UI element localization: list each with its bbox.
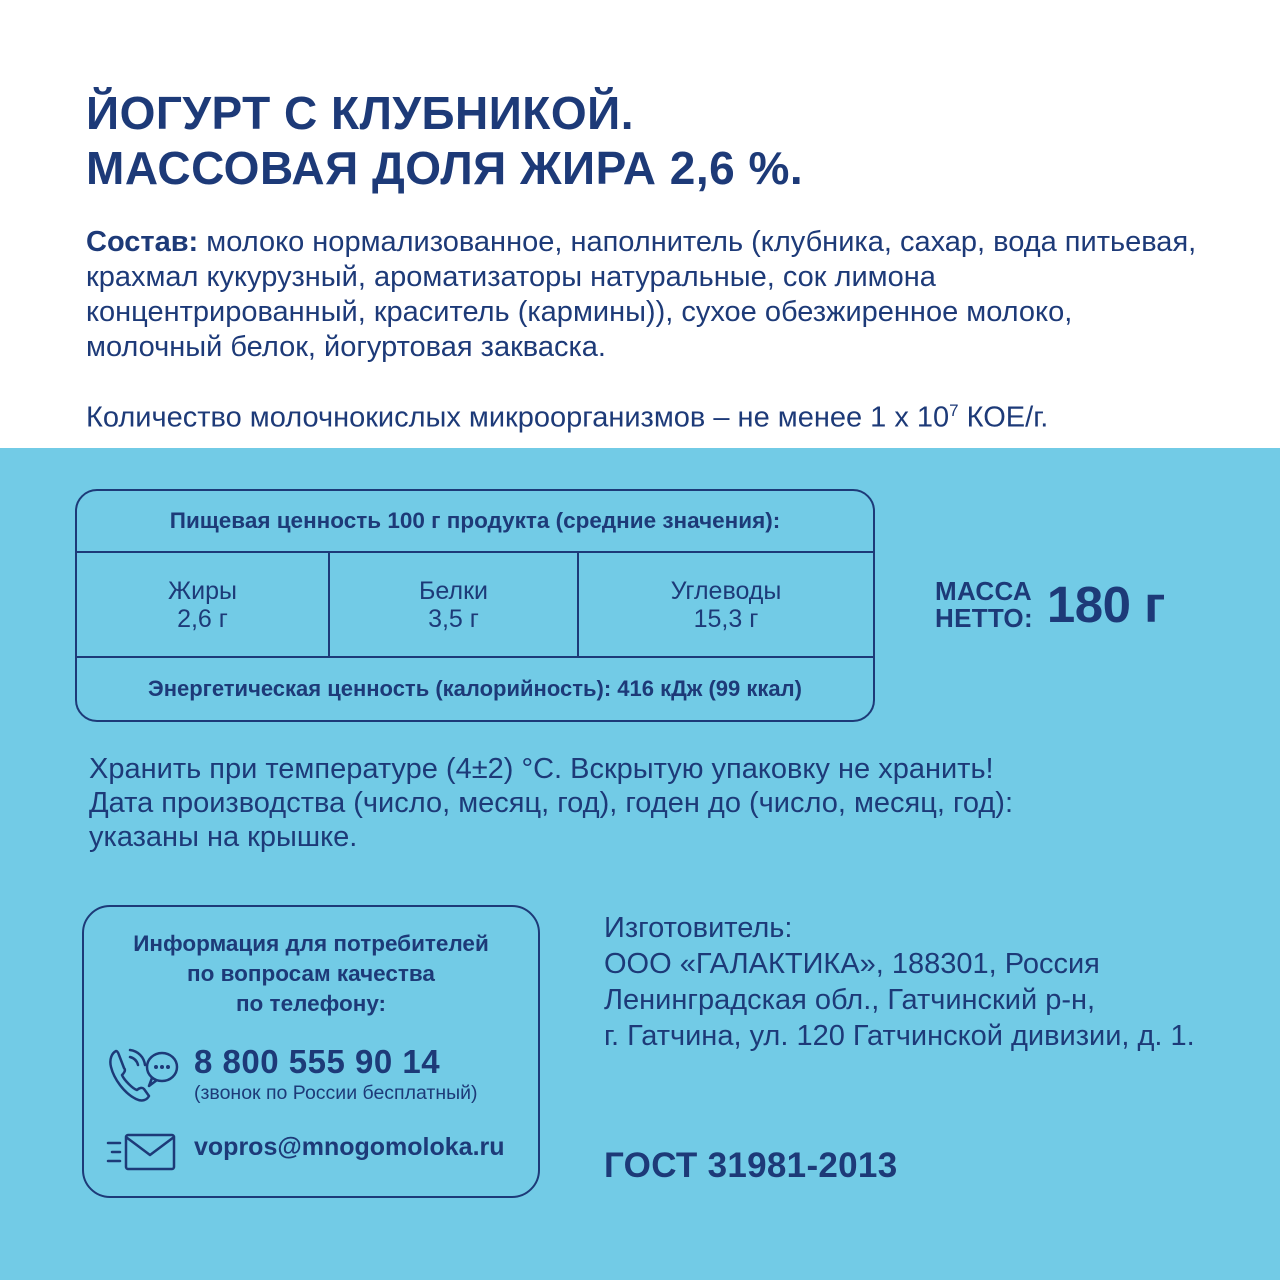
phone-chat-icon [106, 1045, 180, 1105]
microorganisms-exponent: 7 [949, 401, 959, 420]
microorganisms-unit: КОЕ/г. [958, 401, 1049, 434]
storage-line1: Хранить при температуре (4±2) °С. Вскрытую упаковку не хранить! [89, 753, 994, 785]
gost-standard: ГОСТ 31981-2013 [604, 1146, 898, 1185]
nutrition-carbs [579, 553, 873, 656]
nutrition-energy: Энергетическая ценность (калорийность): 416 кДж (99 ккал) [148, 675, 802, 701]
manufacturer-info [604, 910, 1195, 1054]
product-title-line2: МАССОВАЯ ДОЛЯ ЖИРА 2,6 %. [86, 142, 804, 194]
nutrition-protein-value: 3,5 г [428, 604, 479, 633]
consumer-info-box [82, 905, 540, 1198]
manufacturer-line2: ООО «ГАЛАКТИКА», 188301, Россия [604, 948, 1100, 980]
nutrition-fat-label: Жиры [168, 576, 237, 605]
microorganisms-text [86, 393, 1048, 436]
nutrition-carbs-label: Углеводы [670, 576, 782, 605]
product-title [86, 86, 803, 196]
phone-number[interactable]: 8 800 555 90 14 [194, 1043, 441, 1080]
consumer-info-heading [84, 929, 538, 1019]
net-mass-value: 180 г [1046, 576, 1165, 633]
manufacturer-line1: Изготовитель: [604, 912, 793, 944]
net-mass-label-line1: МАССА [935, 575, 1032, 606]
envelope-icon [106, 1129, 180, 1175]
consumer-info-heading-line2: по вопросам качества [187, 961, 435, 986]
nutrition-protein [330, 553, 579, 656]
storage-line3: указаны на крышке. [89, 821, 358, 853]
manufacturer-line4: г. Гатчина, ул. 120 Гатчинской дивизии, д. 1. [604, 1020, 1195, 1052]
composition-ingredients: молоко нормализованное, наполнитель (клубника, сахар, вода питьевая, крахмал кукурузный, ароматизаторы натуральные, сок лимона концентрированный, краситель (кармины)), сухое обезжиренное молоко, молочный белок, йогуртовая закваска. [86, 226, 1197, 363]
nutrition-table [75, 489, 875, 722]
composition-label: Состав: [86, 226, 199, 258]
net-mass-label-line2: НЕТТО: [935, 602, 1033, 633]
nutrition-protein-label: Белки [419, 576, 488, 605]
phone-note: (звонок по России бесплатный) [194, 1082, 478, 1104]
manufacturer-line3: Ленинградская обл., Гатчинский р-н, [604, 984, 1096, 1016]
storage-line2: Дата производства (число, месяц, год), годен до (число, месяц, год): [89, 787, 1014, 819]
composition-text [86, 225, 1216, 365]
email-link[interactable]: vopros@mnogomoloka.ru [194, 1133, 505, 1161]
product-title-line1: ЙОГУРТ С КЛУБНИКОЙ. [86, 87, 635, 139]
microorganisms-main: Количество молочнокислых микроорганизмов – не менее 1 х 10 [86, 401, 950, 434]
nutrition-fat-value: 2,6 г [177, 604, 228, 633]
consumer-info-heading-line1: Информация для потребителей [133, 931, 489, 956]
top-white-panel [0, 0, 1280, 448]
nutrition-carbs-value: 15,3 г [693, 604, 759, 633]
nutrition-columns [77, 553, 873, 658]
nutrition-header: Пищевая ценность 100 г продукта (средние значения): [77, 491, 873, 553]
net-mass [935, 575, 1165, 634]
nutrition-fat [77, 553, 330, 656]
consumer-info-heading-line3: по телефону: [235, 991, 387, 1016]
storage-instructions [89, 752, 1013, 854]
net-mass-label [935, 575, 1033, 633]
